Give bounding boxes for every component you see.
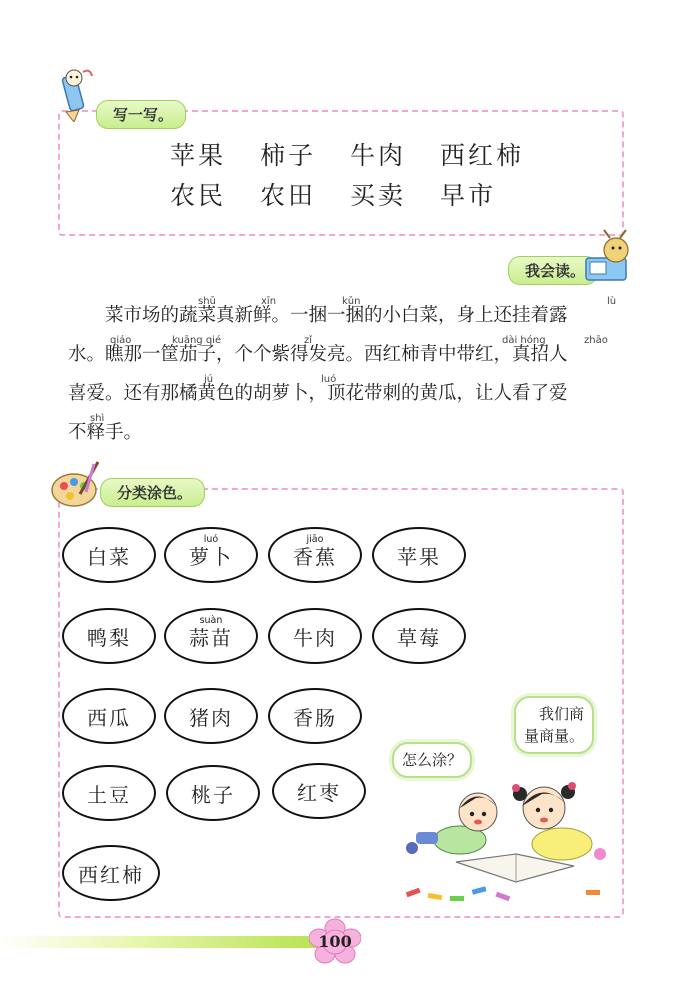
reading-passage [68, 296, 620, 452]
write-section-label: 写一写。 [96, 100, 186, 129]
oval-word-text: 白菜 [87, 544, 131, 569]
speech-bubble-text: 量商量。 [524, 727, 585, 745]
coloring-section-label: 分类涂色。 [100, 478, 205, 507]
oval-word[interactable] [166, 765, 260, 821]
write-words-row-1 [170, 136, 558, 172]
pinyin-annotation: shì [90, 413, 105, 424]
passage-line-text: 不释手。 [68, 422, 143, 443]
oval-word[interactable] [62, 527, 156, 583]
oval-word-text: 西瓜 [87, 705, 131, 730]
passage-line [68, 335, 620, 374]
oval-word-text: 香蕉 [293, 544, 337, 569]
write-word: 早市 [440, 181, 497, 210]
oval-word[interactable] [164, 527, 258, 583]
pinyin-annotation: kǔn [342, 296, 361, 307]
speech-bubble-text: 我们商 [539, 705, 585, 723]
oval-word-text: 鸭梨 [87, 625, 131, 650]
oval-word[interactable] [268, 608, 362, 664]
oval-word-text: 萝卜 [189, 544, 233, 569]
write-word: 柿子 [260, 141, 317, 170]
oval-word[interactable] [372, 527, 466, 583]
pinyin-annotation: zhāo [584, 335, 608, 346]
pencil-mascot-icon [52, 66, 100, 122]
paint-palette-icon [50, 458, 102, 510]
passage-line-text: 菜市场的蔬菜真新鲜。一捆一捆的小白菜，身上还挂着露 [68, 305, 568, 326]
write-word: 农田 [260, 181, 317, 210]
page-number: 100 [318, 931, 352, 951]
oval-pinyin: jiāo [306, 534, 324, 545]
oval-word-text: 草莓 [397, 625, 441, 650]
oval-word-text: 桃子 [191, 782, 235, 807]
pinyin-annotation: luó [321, 374, 337, 385]
page-footer-bar [0, 936, 330, 948]
passage-line-text: 喜爱。还有那橘黄色的胡萝卜，顶花带刺的黄瓜，让人看了爱 [68, 383, 568, 404]
oval-word-text: 西红柿 [78, 862, 144, 887]
oval-word[interactable] [62, 765, 156, 821]
reading-mascot-icon [580, 228, 640, 288]
oval-word[interactable] [62, 608, 156, 664]
speech-bubble-text: 怎么涂？ [402, 751, 463, 769]
oval-word-text: 苹果 [397, 544, 441, 569]
oval-word[interactable] [268, 688, 362, 744]
oval-word-text: 香肠 [293, 705, 337, 730]
oval-word-text: 蒜苗 [189, 625, 233, 650]
write-words-row-2 [170, 176, 530, 212]
write-word: 农民 [170, 181, 227, 210]
pinyin-annotation: xīn [261, 296, 277, 307]
pinyin-annotation: zǐ [304, 335, 313, 346]
oval-word-text: 红枣 [297, 780, 341, 805]
oval-word[interactable] [62, 845, 160, 901]
oval-word-text: 猪肉 [189, 705, 233, 730]
oval-word[interactable] [164, 608, 258, 664]
speech-bubble-right [514, 696, 594, 754]
passage-line-text: 水。瞧那一筐茄子，个个紫得发亮。西红柿青中带红，真招人 [68, 344, 568, 365]
oval-word[interactable] [268, 527, 362, 583]
pinyin-annotation: lù [607, 296, 617, 307]
oval-word-text: 土豆 [87, 782, 131, 807]
pinyin-annotation: jú [204, 374, 214, 385]
pinyin-annotation: shū [198, 296, 216, 307]
write-word: 买卖 [350, 181, 407, 210]
passage-line [68, 413, 620, 452]
pinyin-annotation: dài hóng [502, 335, 546, 346]
oval-word[interactable] [372, 608, 466, 664]
oval-word[interactable] [62, 688, 156, 744]
oval-word[interactable] [272, 763, 366, 819]
oval-word-text: 牛肉 [293, 625, 337, 650]
pinyin-annotation: kuāng qié [172, 335, 222, 346]
write-word: 牛肉 [350, 141, 407, 170]
oval-pinyin: luó [203, 534, 219, 545]
children-coloring-illustration [396, 770, 622, 908]
oval-pinyin: suàn [199, 615, 223, 626]
write-word: 苹果 [170, 141, 227, 170]
passage-line [68, 374, 620, 413]
read-section-label: 我会读。 [508, 256, 598, 285]
write-word: 西红柿 [440, 141, 525, 170]
oval-word[interactable] [164, 688, 258, 744]
pinyin-annotation: qiáo [110, 335, 132, 346]
